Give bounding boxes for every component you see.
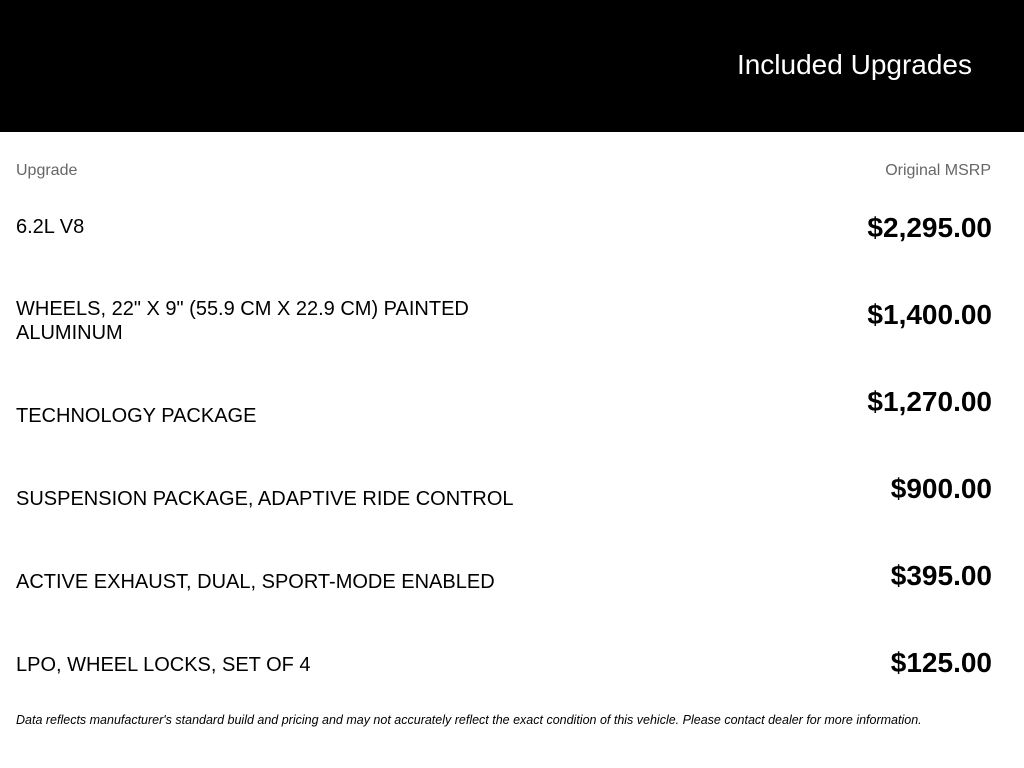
upgrade-name: LPO, WHEEL LOCKS, SET OF 4 (16, 654, 311, 676)
page-title: Included Upgrades (736, 49, 972, 80)
upgrade-name: SUSPENSION PACKAGE, ADAPTIVE RIDE CONTROL (16, 488, 514, 510)
upgrade-name: WHEELS, 22" X 9" (55.9 CM X 22.9 CM) PAINTED ALUMINUM (16, 298, 469, 344)
upgrade-price: $395.00 (890, 560, 992, 591)
upgrade-price: $900.00 (890, 473, 992, 504)
upgrade-price: $2,295.00 (867, 212, 992, 243)
upgrade-price: $1,270.00 (867, 386, 992, 417)
column-header-msrp: Original MSRP (885, 162, 991, 179)
upgrade-name: TECHNOLOGY PACKAGE (16, 405, 257, 427)
disclaimer-text: Data reflects manufacturer's standard build and pricing and may not accurately reflect the exact condition of this vehicle. Please contact dealer for more information. (16, 713, 922, 727)
upgrade-price: $1,400.00 (867, 299, 992, 330)
upgrade-name: ACTIVE EXHAUST, DUAL, SPORT-MODE ENABLED (16, 571, 495, 593)
header-banner (0, 0, 1024, 132)
upgrade-price: $125.00 (890, 647, 992, 678)
upgrade-name: 6.2L V8 (16, 216, 85, 238)
column-header-upgrade: Upgrade (16, 162, 78, 179)
